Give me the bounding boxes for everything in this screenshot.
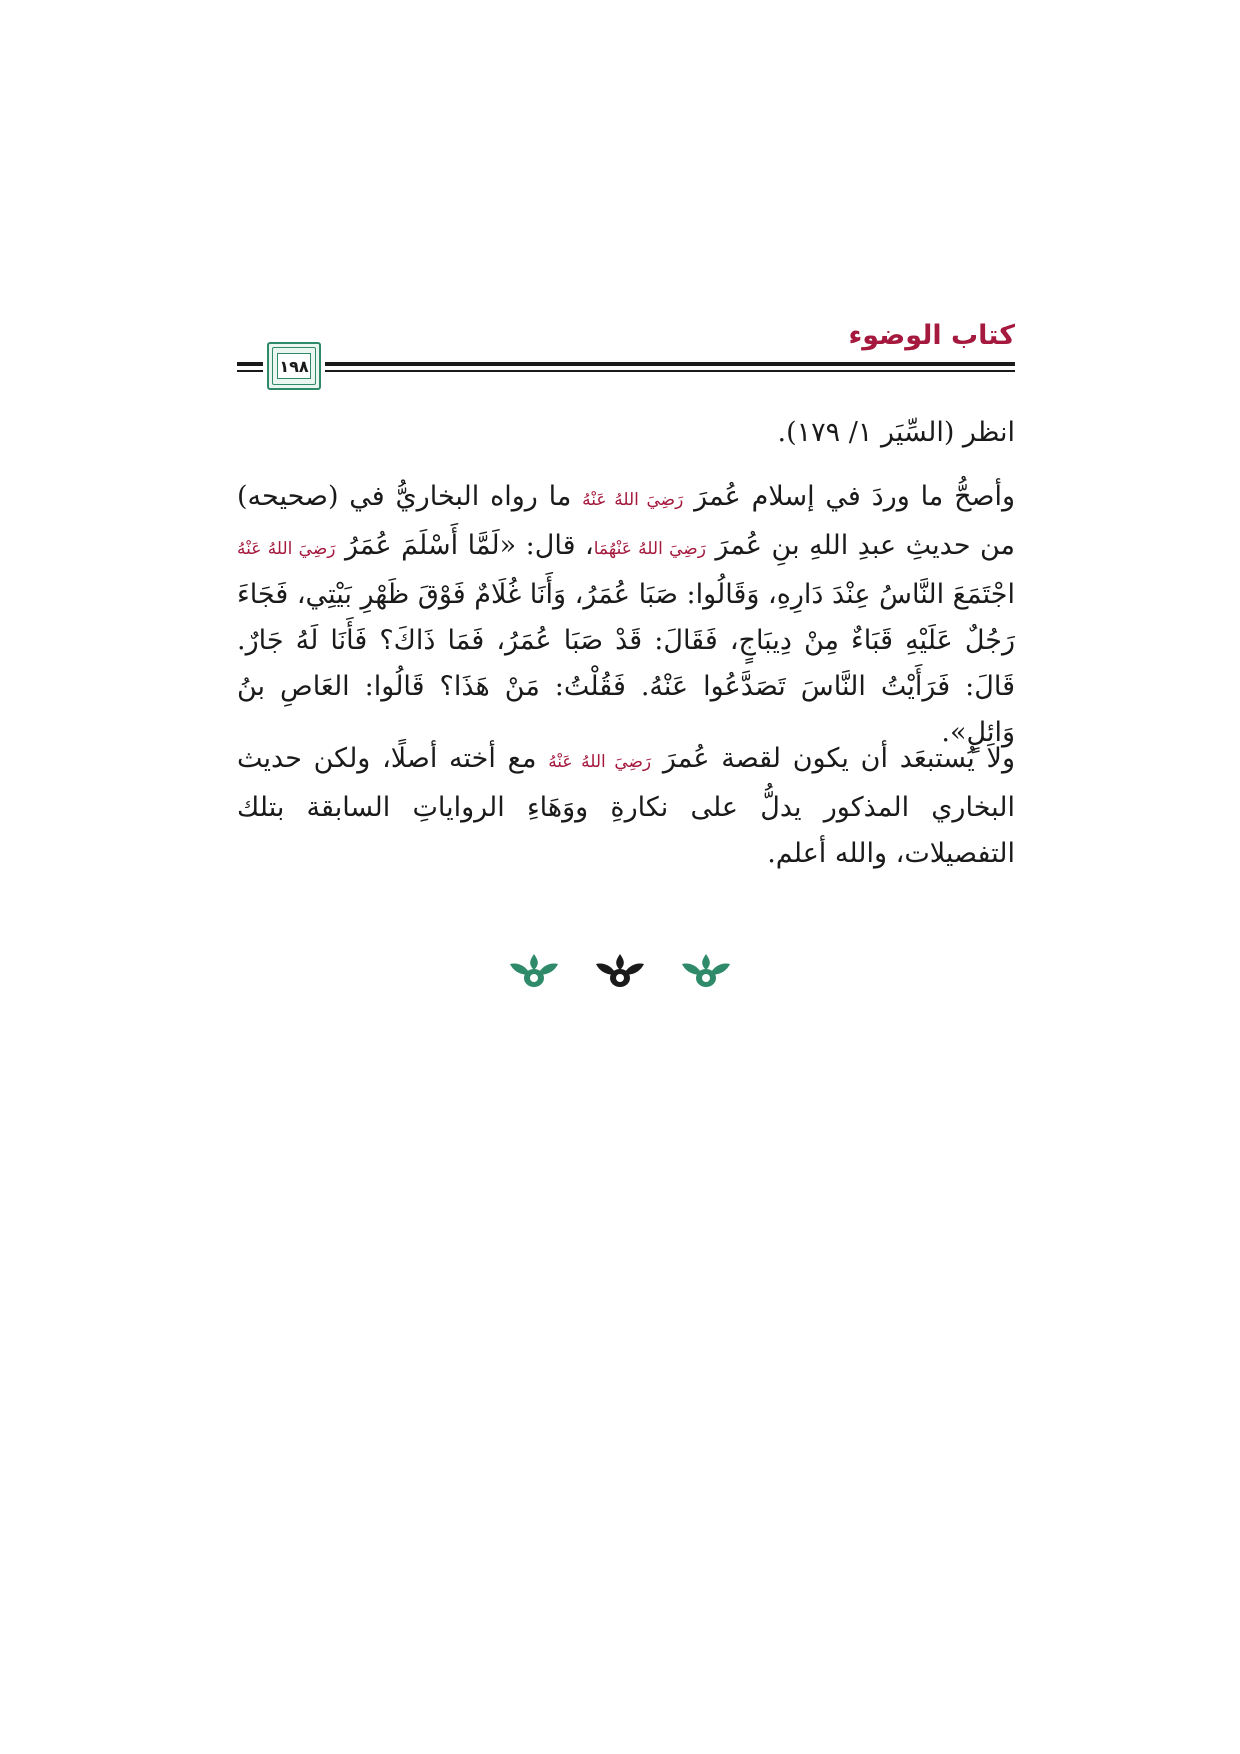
header-rule: [325, 362, 1015, 366]
text-run: ما رواه البخاريُّ في (صحيحه) من حديثِ عبدِ اللهِ بنِ عُمرَ: [237, 481, 1016, 561]
honorific-glyph: رَضِيَ اللهُ عَنْهُ: [548, 752, 652, 772]
header-rule-left-thin: [237, 370, 263, 372]
header-rule-left: [237, 362, 263, 366]
floral-ornament-icon: [506, 950, 562, 990]
paragraph-2: [237, 736, 1015, 877]
text-run: اجْتَمَعَ النَّاسُ عِنْدَ دَارِهِ، وَقَالُوا: صَبَا عُمَرُ، وَأَنَا غُلَامٌ فَوْقَ ظَهْرِ بَيْتِي، فَجَاءَ رَجُلٌ عَلَيْهِ قَبَاءٌ مِنْ دِيبَاجٍ، فَقَالَ: قَدْ صَبَا عُمَرُ، فَمَا ذَاكَ؟ فَأَنَا لَهُ جَارٌ. قَالَ: فَرَأَيْتُ النَّاسَ تَصَدَّعُوا عَنْهُ. فَقُلْتُ: مَنْ هَذَا؟ قَالُوا: العَاصِ بنُ وَائِلٍ».: [237, 579, 1015, 748]
book-title: كتاب الوضوء: [848, 320, 1015, 351]
page-header: [237, 312, 1015, 392]
honorific-glyph: رَضِيَ اللهُ عَنْهُمَا: [593, 539, 706, 559]
honorific-glyph: رَضِيَ اللهُ عَنْهُ: [237, 539, 336, 559]
paragraph-1: [237, 474, 1015, 756]
citation-note: [237, 410, 1015, 456]
paragraph-2-text: [237, 736, 1015, 877]
floral-ornament-icon: [678, 950, 734, 990]
paragraph-1-text: [237, 474, 1015, 756]
text-run: ، قال: «لَمَّا أَسْلَمَ عُمَرُ: [344, 530, 594, 561]
honorific-glyph: رَضِيَ اللهُ عَنْهُ: [582, 490, 684, 510]
text-run: ولا يُستبعَد أن يكون لقصة عُمرَ: [662, 743, 1015, 774]
text-run: وأصحُّ ما وردَ في إسلام عُمرَ: [694, 481, 1015, 512]
page-number: ١٩٨: [277, 353, 311, 379]
floral-ornament-icon: [592, 950, 648, 990]
citation-note-text: انظر (السِّيَر ١/ ١٧٩).: [777, 417, 1015, 448]
text-run: مع أخته أصلًا، ولكن حديث البخاري المذكور يدلُّ على نكارةِ ووَهَاءِ الرواياتِ السابقة بتلك التفصيلات، والله أعلم.: [237, 743, 1015, 869]
section-divider-ornaments: [0, 950, 1240, 1000]
page-number-frame: [267, 342, 321, 390]
header-rule-thin: [325, 370, 1015, 372]
